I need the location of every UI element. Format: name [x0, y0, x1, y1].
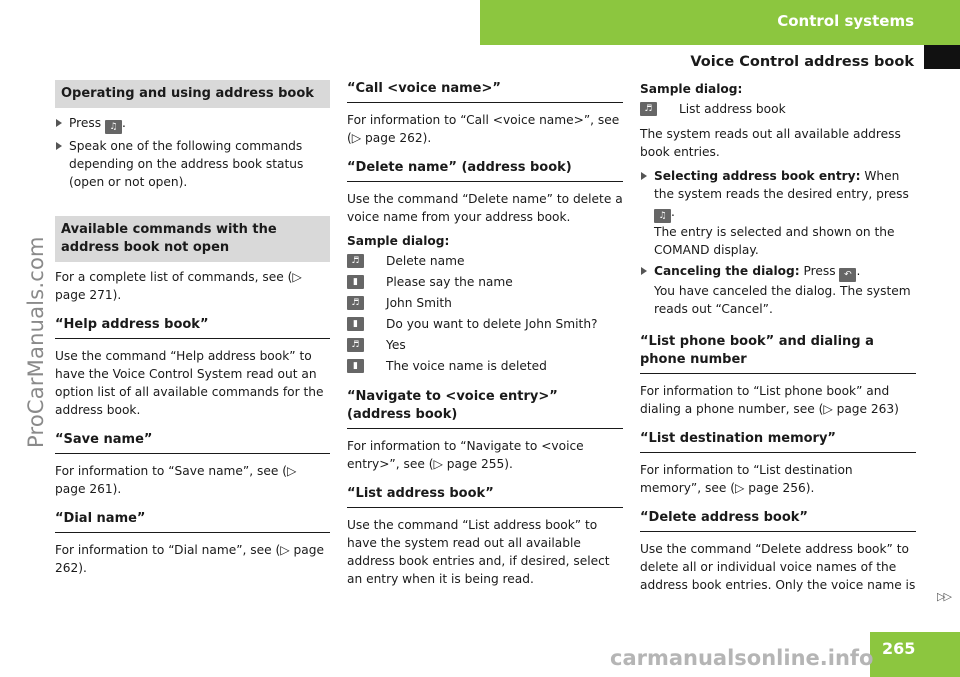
dialog-line: ♬ Delete name	[347, 250, 623, 271]
speaker-icon: ♬	[640, 102, 657, 116]
mic-icon: ▮	[347, 275, 364, 289]
speaker-icon: ♬	[347, 338, 364, 352]
heading-dial: “Dial name”	[55, 510, 330, 533]
reads-text: The system reads out all available address book entries.	[640, 127, 901, 159]
talk-icon: ♫	[654, 209, 671, 223]
step-arrow-icon	[56, 142, 62, 150]
mic-icon: ▮	[347, 317, 364, 331]
step-speak: Speak one of the following commands depending on the address book status (open or not open).	[55, 137, 330, 191]
heading-help: “Help address book”	[55, 316, 330, 339]
page-number: 265	[882, 639, 916, 658]
side-watermark: ProCarManuals.com	[24, 236, 48, 448]
corner-marker	[924, 45, 960, 69]
call-text: For information to “Call <voice name>”, see (▷ page 262).	[347, 113, 620, 145]
back-icon: ↶	[839, 268, 856, 282]
section-box-operating: Operating and using address book	[55, 80, 330, 108]
dialog-line: ▮ The voice name is deleted	[347, 355, 623, 376]
step-press: Press ♫ .	[55, 114, 330, 134]
mic-icon: ▮	[347, 359, 364, 373]
bottom-watermark: carmanualsonline.info	[610, 646, 874, 670]
heading-phone: “List phone book” and dialing a phone number	[640, 333, 916, 374]
column-3	[640, 80, 916, 594]
heading-navigate: “Navigate to <voice entry>” (address book)	[347, 388, 623, 429]
complete-list-text: For a complete list of commands, see (▷ page 271).	[55, 270, 302, 302]
step-arrow-icon	[641, 267, 647, 275]
step-arrow-icon	[56, 119, 62, 127]
step-select: Selecting address book entry: When the system reads the desired entry, press ♫ . The entry is selected and shown on the COMAND display.	[640, 167, 916, 259]
heading-destination: “List destination memory”	[640, 430, 916, 453]
dialog-line: ▮ Please say the name	[347, 271, 623, 292]
heading-save: “Save name”	[55, 431, 330, 454]
speaker-icon: ♬	[347, 254, 364, 268]
save-text: For information to “Save name”, see (▷ page 261).	[55, 464, 297, 496]
sample-dialog-label: Sample dialog:	[347, 234, 450, 248]
help-text: Use the command “Help address book” to have the Voice Control System read out an option list of all available commands for the address book.	[55, 349, 324, 417]
section-box-commands: Available commands with the address book not open	[55, 216, 330, 262]
step-arrow-icon	[641, 172, 647, 180]
section-title: Control systems	[777, 12, 914, 30]
phone-text: For information to “List phone book” and dialing a phone number, see (▷ page 263)	[640, 384, 899, 416]
dialog-line: ♬ List address book	[640, 98, 916, 119]
navigate-text: For information to “Navigate to <voice entry>”, see (▷ page 255).	[347, 439, 584, 471]
sample-dialog-label: Sample dialog:	[640, 82, 743, 96]
step-cancel: Canceling the dialog: Press ↶ . You have canceled the dialog. The system reads out “Cancel”.	[640, 262, 916, 318]
delete-book-text: Use the command “Delete address book” to delete all or individual voice names of the address book entries. Only the voice name is	[640, 542, 916, 592]
list-text: Use the command “List address book” to have the system read out all available address book entries and, if desired, select an entry when it is being read.	[347, 518, 610, 586]
heading-delete-book: “Delete address book”	[640, 509, 916, 532]
page-title: Voice Control address book	[690, 54, 914, 70]
heading-list: “List address book”	[347, 485, 623, 508]
dialog-line: ♬ John Smith	[347, 292, 623, 313]
speaker-icon: ♬	[347, 296, 364, 310]
dialog-line: ♬ Yes	[347, 334, 623, 355]
dialog-line: ▮ Do you want to delete John Smith?	[347, 313, 623, 334]
continue-icon: ▷▷	[937, 590, 950, 603]
heading-delete: “Delete name” (address book)	[347, 159, 623, 182]
page-number-box	[870, 632, 960, 677]
heading-call: “Call <voice name>”	[347, 80, 623, 103]
talk-icon: ♫	[105, 120, 122, 134]
column-1	[55, 80, 330, 577]
column-2	[347, 80, 623, 588]
delete-text: Use the command “Delete name” to delete a voice name from your address book.	[347, 192, 623, 224]
destination-text: For information to “List destination memory”, see (▷ page 256).	[640, 463, 853, 495]
dial-text: For information to “Dial name”, see (▷ page 262).	[55, 543, 324, 575]
